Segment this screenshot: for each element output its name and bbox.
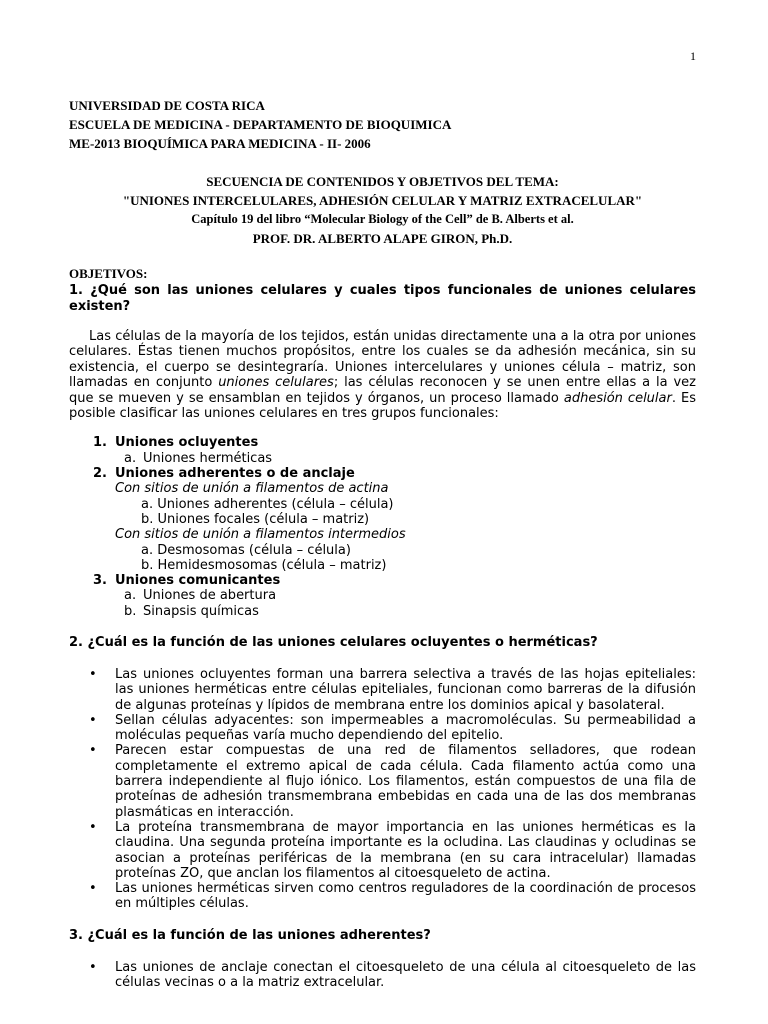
bullet-item [69,960,696,991]
question-1-paragraph [69,329,696,421]
list-subitem: a. Desmosomas (célula – célula) [141,542,351,558]
list-subitem [69,588,696,603]
list-item-group-2 [69,466,696,481]
list-subitem: b. Hemidesmosomas (célula – matriz) [141,557,387,573]
list-number: 1. [93,435,107,451]
bullet-icon: • [89,819,97,835]
bullet-icon: • [89,667,97,682]
list-subitem-label: Uniones herméticas [143,450,273,466]
paragraph-text-3: . Es posible clasificar las uniones celulares en tres grupos funcionales: [69,390,696,422]
list-letter: a. [124,588,137,604]
header-line-course: ME-2013 BIOQUÍMICA PARA MEDICINA - II- 2006 [69,136,371,151]
chapter-reference: Capítulo 19 del libro “Molecular Biology of the Cell” de B. Alberts et al. [191,212,574,226]
list-item-group-3 [69,573,696,588]
bullet-item [69,667,696,713]
title-line-topic: "UNIONES INTERCELULARES, ADHESIÓN CELULAR Y MATRIZ EXTRACELULAR" [122,193,643,208]
paragraph-emphasis-1: uniones celulares [218,375,334,391]
bullet-text: Las uniones de anclaje conectan el citoesqueleto de una célula al citoesqueleto de las células vecinas o a la matriz extracelular. [115,959,696,991]
list-number: 2. [93,466,107,482]
bullet-item [69,743,696,819]
bullet-icon: • [89,959,97,975]
list-letter: a. [124,450,137,466]
list-subitem [69,451,696,466]
paragraph-text-2: ; las células reconocen y se unen entre ellas a la vez que se mueven y se ensamblan en tejidos y órganos, un proceso llamado [69,375,696,406]
bullet-text: Sellan células adyacentes: son impermeables a macromoléculas. Su permeabilidad a moléculas pequeñas varía mucho dependiendo del epitelio. [115,712,696,744]
list-subitem: b. Uniones focales (célula – matriz) [141,511,370,527]
bullet-icon: • [89,712,97,728]
bullet-item [69,713,696,744]
bullet-icon: • [89,881,97,897]
list-letter: b. [124,603,137,619]
document-body [69,96,696,990]
list-subheading-intermediate: Con sitios de unión a filamentos intermedios [115,527,406,543]
page-number: 1 [690,49,696,63]
title-block [69,172,696,248]
list-subitem [69,604,696,619]
paragraph-text-1: Las células de la mayoría de los tejidos, están unidas directamente una a la otra por uniones celulares. Éstas tienen muchos propósitos, entre los cuales se da adhesión mecánica, sin su existencia, el cuerpo se desintegraría. Uniones intercelulares y uniones célula – matriz, son llamadas en conjunto [69,329,696,391]
question-3: 3. ¿Cuál es la función de las uniones adherentes? [69,927,431,943]
bullet-item [69,820,696,881]
question-1: 1. ¿Qué son las uniones celulares y cuales tipos funcionales de uniones celulares existen? [69,283,696,314]
list-subitem-label: Uniones de abertura [143,588,277,604]
bullet-text: Las uniones ocluyentes forman una barrera selectiva a través de las hojas epiteliales: las uniones herméticas entre células epiteliales, funcionan como barreras de la difusión de algunas proteínas y lípidos de membrana entre los dominios apical y basolateral. [115,667,696,713]
list-item-label: Uniones comunicantes [115,573,281,589]
list-subitem: a. Uniones adherentes (célula – célula) [141,496,394,512]
junction-classification-list [69,435,696,619]
bullet-icon: • [89,743,97,759]
bullet-text: Las uniones herméticas sirven como centros reguladores de la coordinación de procesos en múltiples células. [115,881,696,912]
question-2-bullets [69,667,696,912]
header-line-school: ESCUELA DE MEDICINA - DEPARTAMENTO DE BIOQUIMICA [69,117,452,132]
bullet-text: Parecen estar compuestas de una red de filamentos selladores, que rodean completamente el extremo apical de cada célula. Cada filamento actúa como una barrera independiente al flujo iónico. Los filamentos, están compuestos de una fila de proteínas de adhesión transmembrana embebidas en cada una de las dos membranas plasmáticas en interacción. [115,743,696,820]
objectives-label: OBJETIVOS: [69,266,148,281]
bullet-item [69,881,696,912]
list-item-label: Uniones adherentes o de anclaje [115,466,355,482]
title-line-sequence: SECUENCIA DE CONTENIDOS Y OBJETIVOS DEL TEMA: [206,174,559,189]
list-item-label: Uniones ocluyentes [115,435,259,451]
list-item-group-1 [69,435,696,450]
header-line-university: UNIVERSIDAD DE COSTA RICA [69,98,265,113]
list-number: 3. [93,573,107,589]
question-3-bullets [69,960,696,991]
question-2: 2. ¿Cuál es la función de las uniones celulares ocluyentes o herméticas? [69,635,598,650]
bullet-text: La proteína transmembrana de mayor importancia en las uniones herméticas es la claudina. Una segunda proteína importante es la ocludina. Las claudinas y ocludinas se asocian a proteínas periféricas de la membrana (en su cara intracelular) llamadas proteínas ZO, que anclan los filamentos al citoesqueleto de actina. [115,819,696,881]
list-subheading-actin: Con sitios de unión a filamentos de actina [115,481,389,497]
list-subitem-label: Sinapsis químicas [143,603,259,619]
professor-name: PROF. DR. ALBERTO ALAPE GIRON, Ph.D. [252,231,513,246]
paragraph-emphasis-2: adhesión celular [563,390,672,406]
institution-header [69,96,696,153]
